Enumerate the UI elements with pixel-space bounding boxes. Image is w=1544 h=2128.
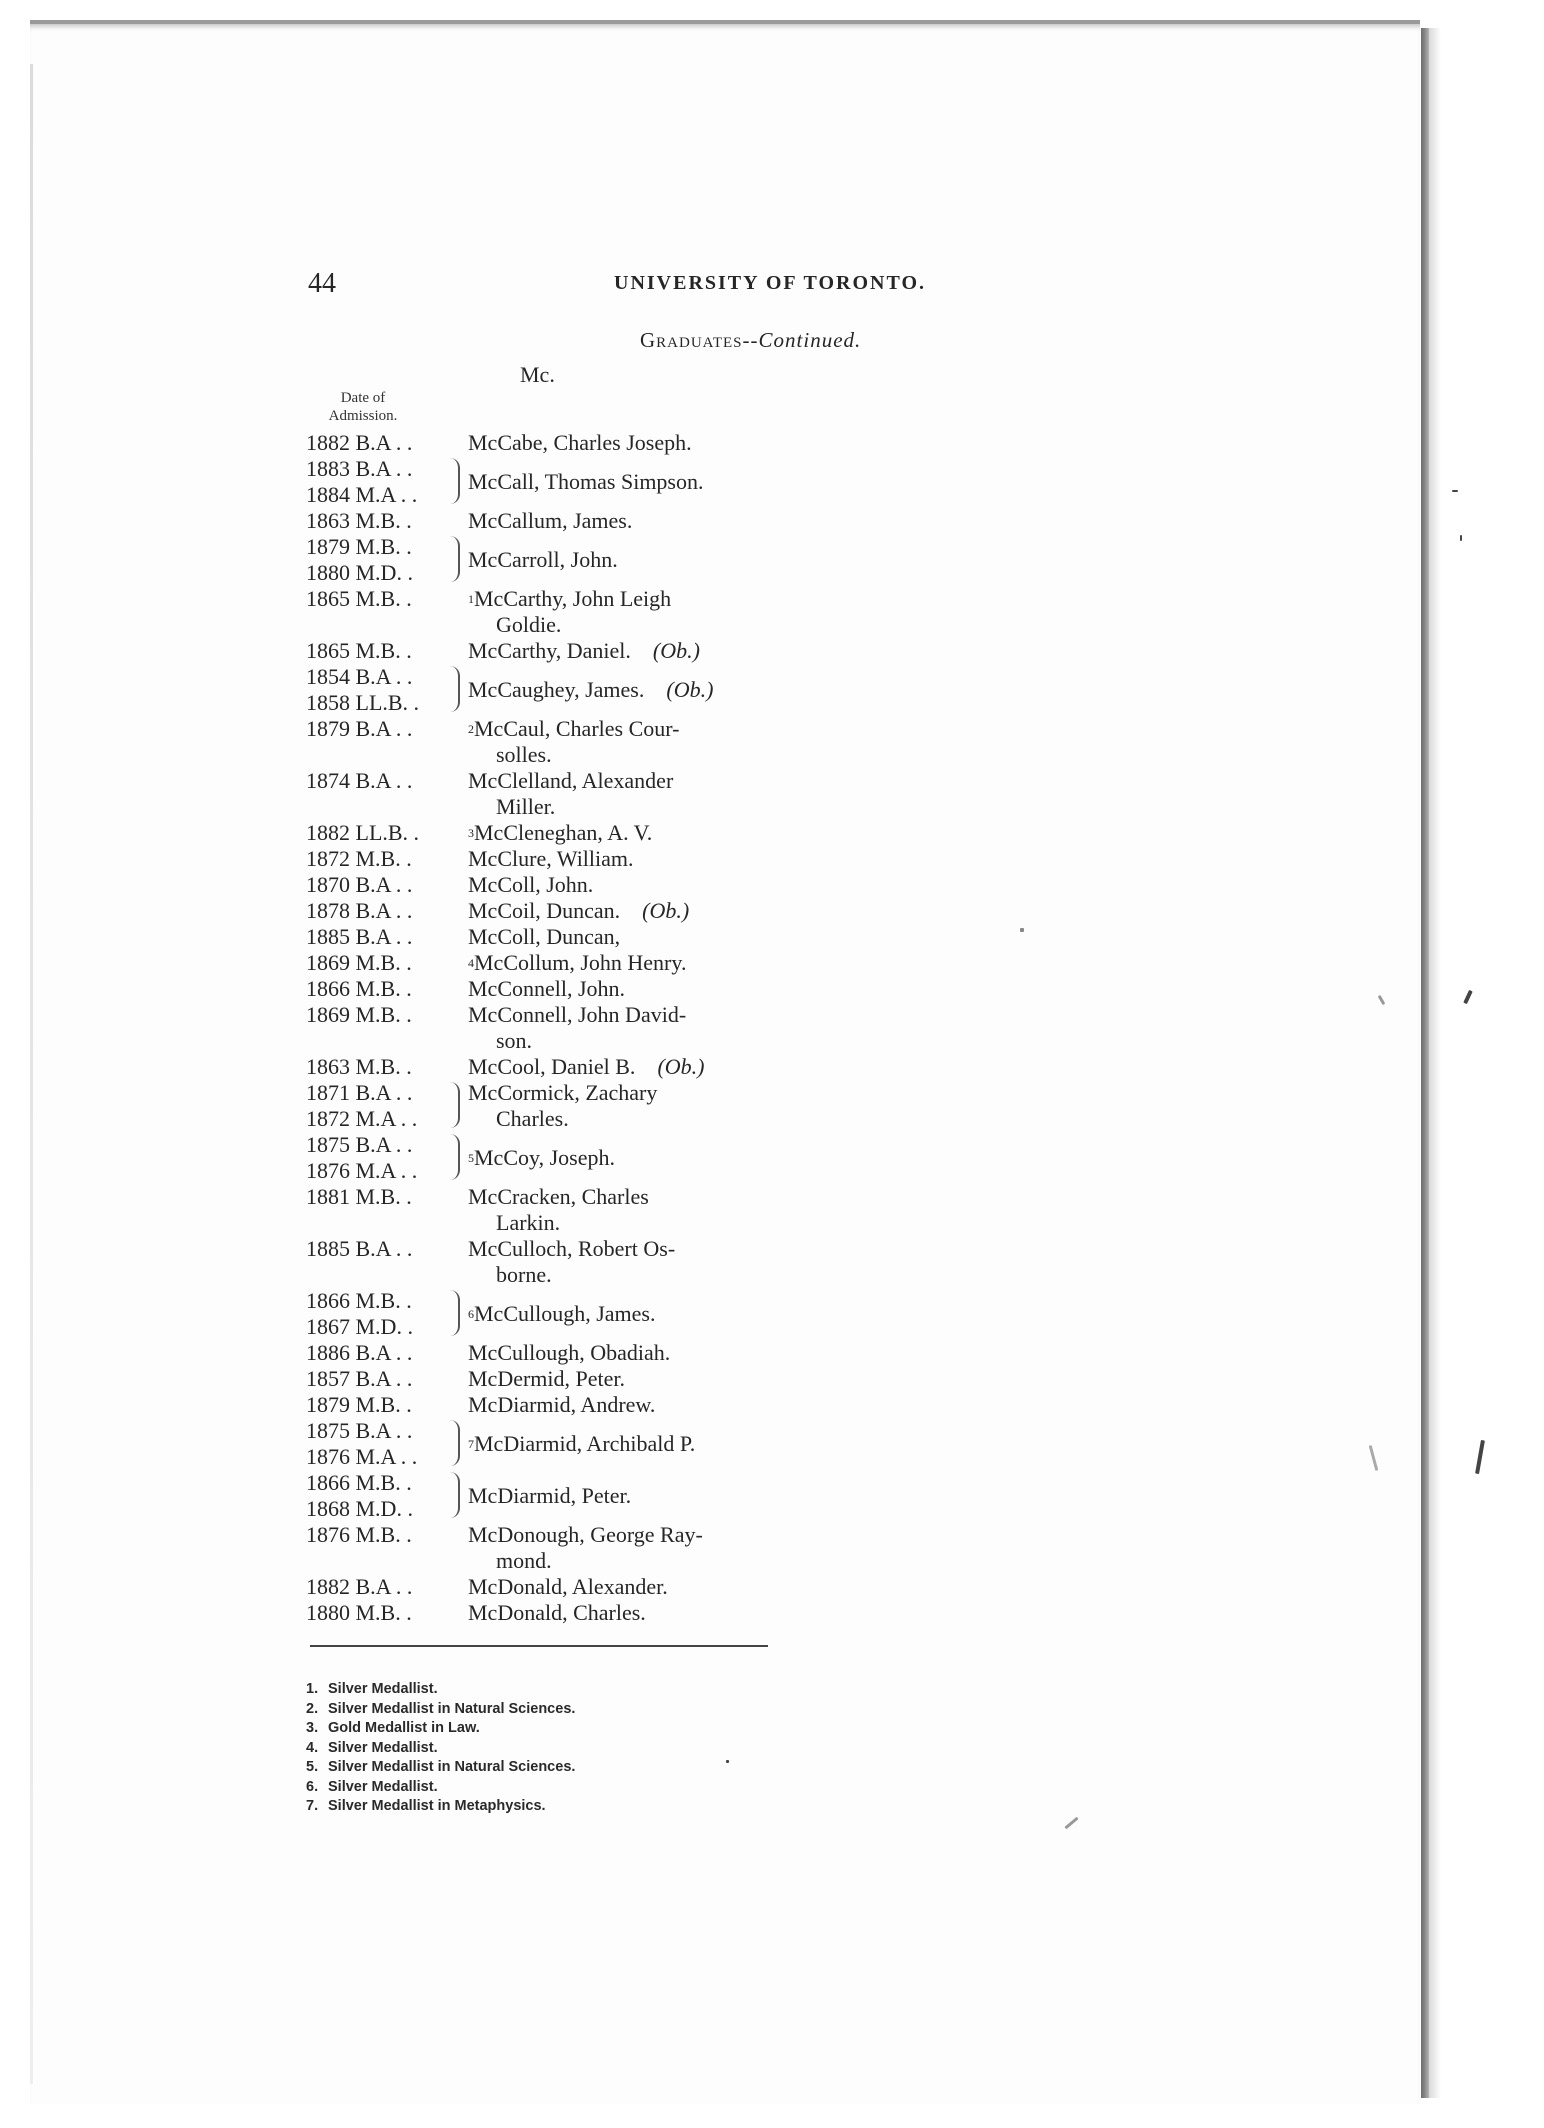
- graduate-entry: [306, 898, 826, 924]
- graduate-entry: [306, 1574, 826, 1600]
- admission-date-degree: 1863 M.B. .: [306, 508, 412, 533]
- graduate-name-continuation: solles.: [496, 742, 552, 767]
- graduate-name-block: [468, 1574, 786, 1600]
- obiit-mark: (Ob.): [642, 898, 690, 923]
- graduate-name-block: [468, 1470, 786, 1509]
- graduate-name-line: [468, 430, 786, 456]
- graduate-name: McCarthy, Daniel.: [468, 638, 631, 663]
- admission-dates: [306, 950, 446, 976]
- graduate-name-block: [468, 1054, 786, 1080]
- graduate-name-line: [468, 976, 786, 1002]
- admission-dates: [306, 768, 446, 794]
- admission-dates: [306, 1392, 446, 1418]
- admission-dates: [306, 976, 446, 1002]
- graduate-name-line: [468, 820, 786, 846]
- footnote-text: Silver Medallist.: [328, 1778, 438, 1795]
- page-edge: [30, 64, 33, 2084]
- admission-date-degree: 1876 M.A . .: [306, 1158, 418, 1183]
- grouping-brace: [446, 1420, 460, 1466]
- graduate-name-line: [468, 1392, 786, 1418]
- graduate-name-line: [468, 716, 786, 742]
- ink-speck: [1475, 1440, 1485, 1474]
- graduate-name-continuation: Charles.: [496, 1106, 569, 1131]
- admission-dates: [306, 638, 446, 664]
- footnote-marker: 3: [468, 826, 474, 840]
- graduate-name-line: [468, 1483, 786, 1509]
- admission-date-degree: 1872 M.A . .: [306, 1106, 418, 1131]
- admission-date-degree: 1866 M.B. .: [306, 976, 412, 1001]
- graduate-name-line: [468, 638, 786, 664]
- admission-dates: [306, 1184, 446, 1210]
- graduate-name: McColl, John.: [468, 872, 594, 897]
- footnote-text: Silver Medallist.: [328, 1681, 438, 1697]
- admission-date-degree: 1874 B.A . .: [306, 768, 413, 793]
- graduate-name-block: [468, 716, 786, 768]
- graduate-name: McCallum, James.: [468, 508, 633, 533]
- obiit-mark: (Ob.): [666, 677, 714, 702]
- graduate-entry: [306, 716, 826, 768]
- admission-dates: [306, 586, 446, 612]
- admission-date-degree: 1882 B.A . .: [306, 430, 413, 455]
- admission-date-degree: 1868 M.D. .: [306, 1496, 413, 1521]
- graduate-name-continuation: Miller.: [496, 794, 556, 819]
- graduate-name: McClure, William.: [468, 846, 634, 871]
- graduate-name-block: [468, 976, 786, 1002]
- graduate-name: McCulloch, Robert Os-: [468, 1236, 676, 1261]
- admission-date-degree: 1858 LL.B. .: [306, 690, 420, 715]
- graduate-entry: [306, 1288, 826, 1340]
- graduate-name: McCabe, Charles Joseph.: [468, 430, 692, 455]
- admission-date-degree: 1872 M.B. .: [306, 846, 412, 871]
- admission-date-degree: 1854 B.A . .: [306, 664, 413, 689]
- graduate-name-continuation: Goldie.: [496, 612, 562, 637]
- graduate-name-line: [468, 1054, 786, 1080]
- admission-date-degree: 1884 M.A . .: [306, 482, 418, 507]
- graduate-name-line: [468, 950, 786, 976]
- graduate-name-line: [468, 846, 786, 872]
- admission-dates: [306, 1002, 446, 1028]
- graduate-entry: [306, 638, 826, 664]
- graduate-name-continuation: mond.: [496, 1548, 552, 1573]
- obiit-mark: (Ob.): [657, 1054, 705, 1079]
- admission-date-degree: 1876 M.A . .: [306, 1444, 418, 1469]
- graduate-name: McCormick, Zachary: [468, 1080, 658, 1105]
- admission-dates: [306, 1366, 446, 1392]
- graduate-name: McCoil, Duncan.: [468, 898, 621, 923]
- graduate-name-block: [468, 924, 786, 950]
- graduate-entry: [306, 1080, 826, 1132]
- ink-speck: [1463, 990, 1473, 1004]
- admission-date-degree: 1880 M.D. .: [306, 560, 413, 585]
- admission-dates: [306, 1236, 446, 1262]
- admission-date-degree: 1866 M.B. .: [306, 1288, 412, 1313]
- graduate-entry: [306, 924, 826, 950]
- grouping-brace: [446, 1134, 460, 1180]
- graduate-name-block: [468, 1418, 786, 1457]
- graduate-name-line: [468, 586, 786, 612]
- graduate-entry: [306, 1132, 826, 1184]
- footnote-number: 4.: [306, 1739, 319, 1756]
- graduate-name-line: [468, 1366, 786, 1392]
- footnotes: [306, 1680, 826, 1817]
- graduate-name-block: [468, 898, 786, 924]
- admission-date-degree: 1865 M.B. .: [306, 586, 412, 611]
- admission-date-degree: 1865 M.B. .: [306, 638, 412, 663]
- graduate-name: McConnell, John David-: [468, 1002, 687, 1027]
- footnote: [306, 1778, 826, 1798]
- admission-dates: [306, 664, 446, 716]
- admission-date-degree: 1869 M.B. .: [306, 950, 412, 975]
- footnote: [306, 1719, 826, 1739]
- admission-dates: [306, 898, 446, 924]
- grouping-brace: [446, 536, 460, 582]
- graduate-name: McClelland, Alexander: [468, 768, 674, 793]
- admission-dates: [306, 872, 446, 898]
- graduate-name-block: [468, 1288, 786, 1327]
- section-title-continued: Continued.: [758, 328, 862, 352]
- graduate-name-block: [468, 1522, 786, 1574]
- graduate-name-block: [468, 1002, 786, 1054]
- graduates-list: [306, 430, 826, 1626]
- grouping-brace: [446, 1082, 460, 1128]
- footnote-number: 3.: [306, 1720, 319, 1736]
- graduate-entry: [306, 846, 826, 872]
- graduate-entry: [306, 1340, 826, 1366]
- graduate-name-line: [468, 1340, 786, 1366]
- graduate-name-block: [468, 1080, 786, 1132]
- footnote-text: Silver Medallist in Metaphysics.: [328, 1798, 546, 1814]
- graduate-name-block: [468, 1236, 786, 1288]
- graduate-name-block: [468, 586, 786, 638]
- graduate-name-line: [468, 872, 786, 898]
- admission-dates: [306, 508, 446, 534]
- graduate-name-line: [468, 924, 786, 950]
- footnote-rule: [310, 1645, 768, 1647]
- graduate-name-line: [468, 677, 786, 703]
- grouping-brace: [446, 458, 460, 504]
- spine-shadow: [1429, 28, 1441, 2098]
- admission-date-degree: 1879 B.A . .: [306, 716, 413, 741]
- graduate-entry: [306, 1002, 826, 1054]
- graduate-name: McCaughey, James.: [468, 677, 645, 702]
- graduate-entry: [306, 872, 826, 898]
- footnote-text: Silver Medallist.: [328, 1739, 438, 1756]
- graduate-name: McDonald, Charles.: [468, 1600, 646, 1625]
- graduate-name: McDiarmid, Andrew.: [468, 1392, 656, 1417]
- footnote-text: Gold Medallist in Law.: [328, 1720, 480, 1736]
- admission-dates: [306, 924, 446, 950]
- admission-date-degree: 1863 M.B. .: [306, 1054, 412, 1079]
- graduate-entry: [306, 430, 826, 456]
- admission-dates: [306, 1418, 446, 1470]
- footnote-text: Silver Medallist in Natural Sciences.: [328, 1700, 576, 1717]
- graduate-name-block: [468, 534, 786, 573]
- graduate-name-block: [468, 846, 786, 872]
- letter-heading: Mc.: [520, 362, 555, 387]
- admission-date-degree: 1885 B.A . .: [306, 1236, 413, 1261]
- column-heading-line: Date of: [340, 390, 386, 406]
- graduate-name: McCracken, Charles: [468, 1184, 649, 1209]
- footnote-marker: 1: [468, 592, 474, 606]
- graduate-name-line: [468, 1574, 786, 1600]
- admission-date-degree: 1882 LL.B. .: [306, 820, 420, 845]
- admission-dates: [306, 1054, 446, 1080]
- admission-date-degree: 1878 B.A . .: [306, 898, 413, 923]
- admission-dates: [306, 716, 446, 742]
- footnote: [306, 1700, 826, 1720]
- admission-date-degree: 1879 M.B. .: [306, 534, 412, 559]
- section-title-separator: --: [742, 328, 759, 352]
- admission-date-degree: 1882 B.A . .: [306, 1574, 413, 1599]
- graduate-name: McCullough, James.: [474, 1301, 656, 1326]
- admission-dates: [306, 846, 446, 872]
- footnote: [306, 1758, 826, 1778]
- graduate-name-block: [468, 456, 786, 495]
- admission-dates: [306, 1080, 446, 1132]
- column-heading-line: Admission.: [328, 408, 398, 424]
- graduate-entry: [306, 950, 826, 976]
- graduate-entry: [306, 1184, 826, 1236]
- graduate-name: McDermid, Peter.: [468, 1366, 626, 1391]
- graduate-name-line: [468, 1145, 786, 1171]
- graduate-entry: [306, 1522, 826, 1574]
- section-title: Graduates: [640, 328, 743, 352]
- obiit-mark: (Ob.): [652, 638, 700, 663]
- admission-dates: [306, 1522, 446, 1548]
- column-heading: [308, 389, 418, 425]
- graduate-name-line: [468, 1600, 786, 1626]
- graduate-entry: [306, 1418, 826, 1470]
- admission-date-degree: 1883 B.A . .: [306, 456, 413, 481]
- graduate-name-block: [468, 508, 786, 534]
- admission-date-degree: 1885 B.A . .: [306, 924, 413, 949]
- admission-date-degree: 1867 M.D. .: [306, 1314, 413, 1339]
- admission-dates: [306, 1340, 446, 1366]
- footnote-number: 7.: [306, 1798, 319, 1814]
- admission-dates: [306, 1574, 446, 1600]
- graduate-name: McCall, Thomas Simpson.: [468, 469, 704, 494]
- admission-dates: [306, 534, 446, 586]
- ink-speck: [1452, 490, 1458, 492]
- graduate-name: McCaul, Charles Cour-: [474, 716, 680, 741]
- admission-date-degree: 1881 M.B. .: [306, 1184, 412, 1209]
- graduate-name-block: [468, 1392, 786, 1418]
- graduate-entry: [306, 1366, 826, 1392]
- graduate-name-block: [468, 638, 786, 664]
- footnote-number: 5.: [306, 1759, 319, 1775]
- footnote-marker: 2: [468, 722, 474, 736]
- footnote-marker: 5: [468, 1151, 474, 1165]
- graduate-name: McColl, Duncan,: [468, 924, 621, 949]
- graduate-name-line: [468, 1236, 786, 1262]
- admission-dates: [306, 1470, 446, 1522]
- graduate-entry: [306, 820, 826, 846]
- graduate-entry: [306, 976, 826, 1002]
- graduate-name-block: [468, 950, 786, 976]
- graduate-entry: [306, 534, 826, 586]
- graduate-name-line: [468, 1080, 786, 1106]
- graduate-name-line: [468, 508, 786, 534]
- graduate-entry: [306, 1470, 826, 1522]
- graduate-name-line: [468, 1301, 786, 1327]
- graduate-name-block: [468, 820, 786, 846]
- grouping-brace: [446, 1472, 460, 1518]
- section-heading: [640, 328, 861, 353]
- graduate-name: McCleneghan, A. V.: [474, 820, 653, 845]
- footnote-number: 1.: [306, 1681, 319, 1697]
- admission-date-degree: 1866 M.B. .: [306, 1470, 412, 1495]
- graduate-entry: [306, 1236, 826, 1288]
- graduate-name-block: [468, 1340, 786, 1366]
- graduate-name: McDonough, George Ray-: [468, 1522, 703, 1547]
- footnote: [306, 1797, 826, 1817]
- graduate-name-line: [468, 898, 786, 924]
- admission-dates: [306, 1132, 446, 1184]
- graduate-name-continuation: Larkin.: [496, 1210, 561, 1235]
- graduate-entry: [306, 1600, 826, 1626]
- graduate-name: McDiarmid, Archibald P.: [474, 1431, 696, 1456]
- admission-dates: [306, 430, 446, 456]
- admission-date-degree: 1875 B.A . .: [306, 1418, 413, 1443]
- ink-speck: [1460, 535, 1462, 541]
- admission-dates: [306, 1600, 446, 1626]
- grouping-brace: [446, 1290, 460, 1336]
- graduate-name-line: [468, 1431, 786, 1457]
- graduate-name-block: [468, 1600, 786, 1626]
- graduate-name-continuation: son.: [496, 1028, 533, 1053]
- admission-date-degree: 1879 M.B. .: [306, 1392, 412, 1417]
- graduate-name-line: [468, 1184, 786, 1210]
- footnote-number: 2.: [306, 1700, 319, 1717]
- admission-dates: [306, 456, 446, 508]
- graduate-entry: [306, 508, 826, 534]
- book-spine-edge: [1421, 28, 1429, 2098]
- footnote: [306, 1680, 826, 1700]
- graduate-entry: [306, 1392, 826, 1418]
- graduate-name: McCool, Daniel B.: [468, 1054, 636, 1079]
- graduate-name: McCollum, John Henry.: [474, 950, 687, 975]
- footnote-marker: 4: [468, 956, 474, 970]
- admission-date-degree: 1875 B.A . .: [306, 1132, 413, 1157]
- graduate-name-continuation: borne.: [496, 1262, 552, 1287]
- graduate-name-line: [468, 1002, 786, 1028]
- page-number: 44: [308, 268, 336, 299]
- grouping-brace: [446, 666, 460, 712]
- admission-dates: [306, 1288, 446, 1340]
- graduate-name-block: [468, 1184, 786, 1236]
- graduate-name: McCoy, Joseph.: [474, 1145, 615, 1170]
- graduate-name-line: [468, 469, 786, 495]
- admission-date-degree: 1869 M.B. .: [306, 1002, 412, 1027]
- admission-date-degree: 1880 M.B. .: [306, 1600, 412, 1625]
- graduate-name-line: [468, 547, 786, 573]
- footnote-text: Silver Medallist in Natural Sciences.: [328, 1759, 576, 1775]
- graduate-name-block: [468, 664, 786, 703]
- graduate-name-line: [468, 1522, 786, 1548]
- graduate-name-line: [468, 768, 786, 794]
- graduate-entry: [306, 586, 826, 638]
- graduate-entry: [306, 768, 826, 820]
- footnote-marker: 6: [468, 1307, 474, 1321]
- graduate-name: McCullough, Obadiah.: [468, 1340, 671, 1365]
- graduate-name: McCarthy, John Leigh: [474, 586, 672, 611]
- running-head: [308, 268, 928, 304]
- admission-date-degree: 1871 B.A . .: [306, 1080, 413, 1105]
- graduate-name: McConnell, John.: [468, 976, 626, 1001]
- graduate-name: McDonald, Alexander.: [468, 1574, 668, 1599]
- footnote-marker: 7: [468, 1437, 474, 1451]
- graduate-entry: [306, 1054, 826, 1080]
- admission-date-degree: 1876 M.B. .: [306, 1522, 412, 1547]
- graduate-entry: [306, 664, 826, 716]
- admission-dates: [306, 820, 446, 846]
- footnote: [306, 1739, 826, 1759]
- graduate-name: McDiarmid, Peter.: [468, 1483, 632, 1508]
- graduate-name-block: [468, 768, 786, 820]
- graduate-name-block: [468, 1366, 786, 1392]
- graduate-name-block: [468, 1132, 786, 1171]
- graduate-entry: [306, 456, 826, 508]
- ink-speck: [1020, 928, 1024, 932]
- graduate-name-block: [468, 430, 786, 456]
- admission-date-degree: 1886 B.A . .: [306, 1340, 413, 1365]
- running-title: UNIVERSITY OF TORONTO.: [614, 272, 927, 294]
- admission-date-degree: 1857 B.A . .: [306, 1366, 413, 1391]
- graduate-name-block: [468, 872, 786, 898]
- admission-date-degree: 1870 B.A . .: [306, 872, 413, 897]
- graduate-name: McCarroll, John.: [468, 547, 618, 572]
- footnote-number: 6.: [306, 1778, 319, 1795]
